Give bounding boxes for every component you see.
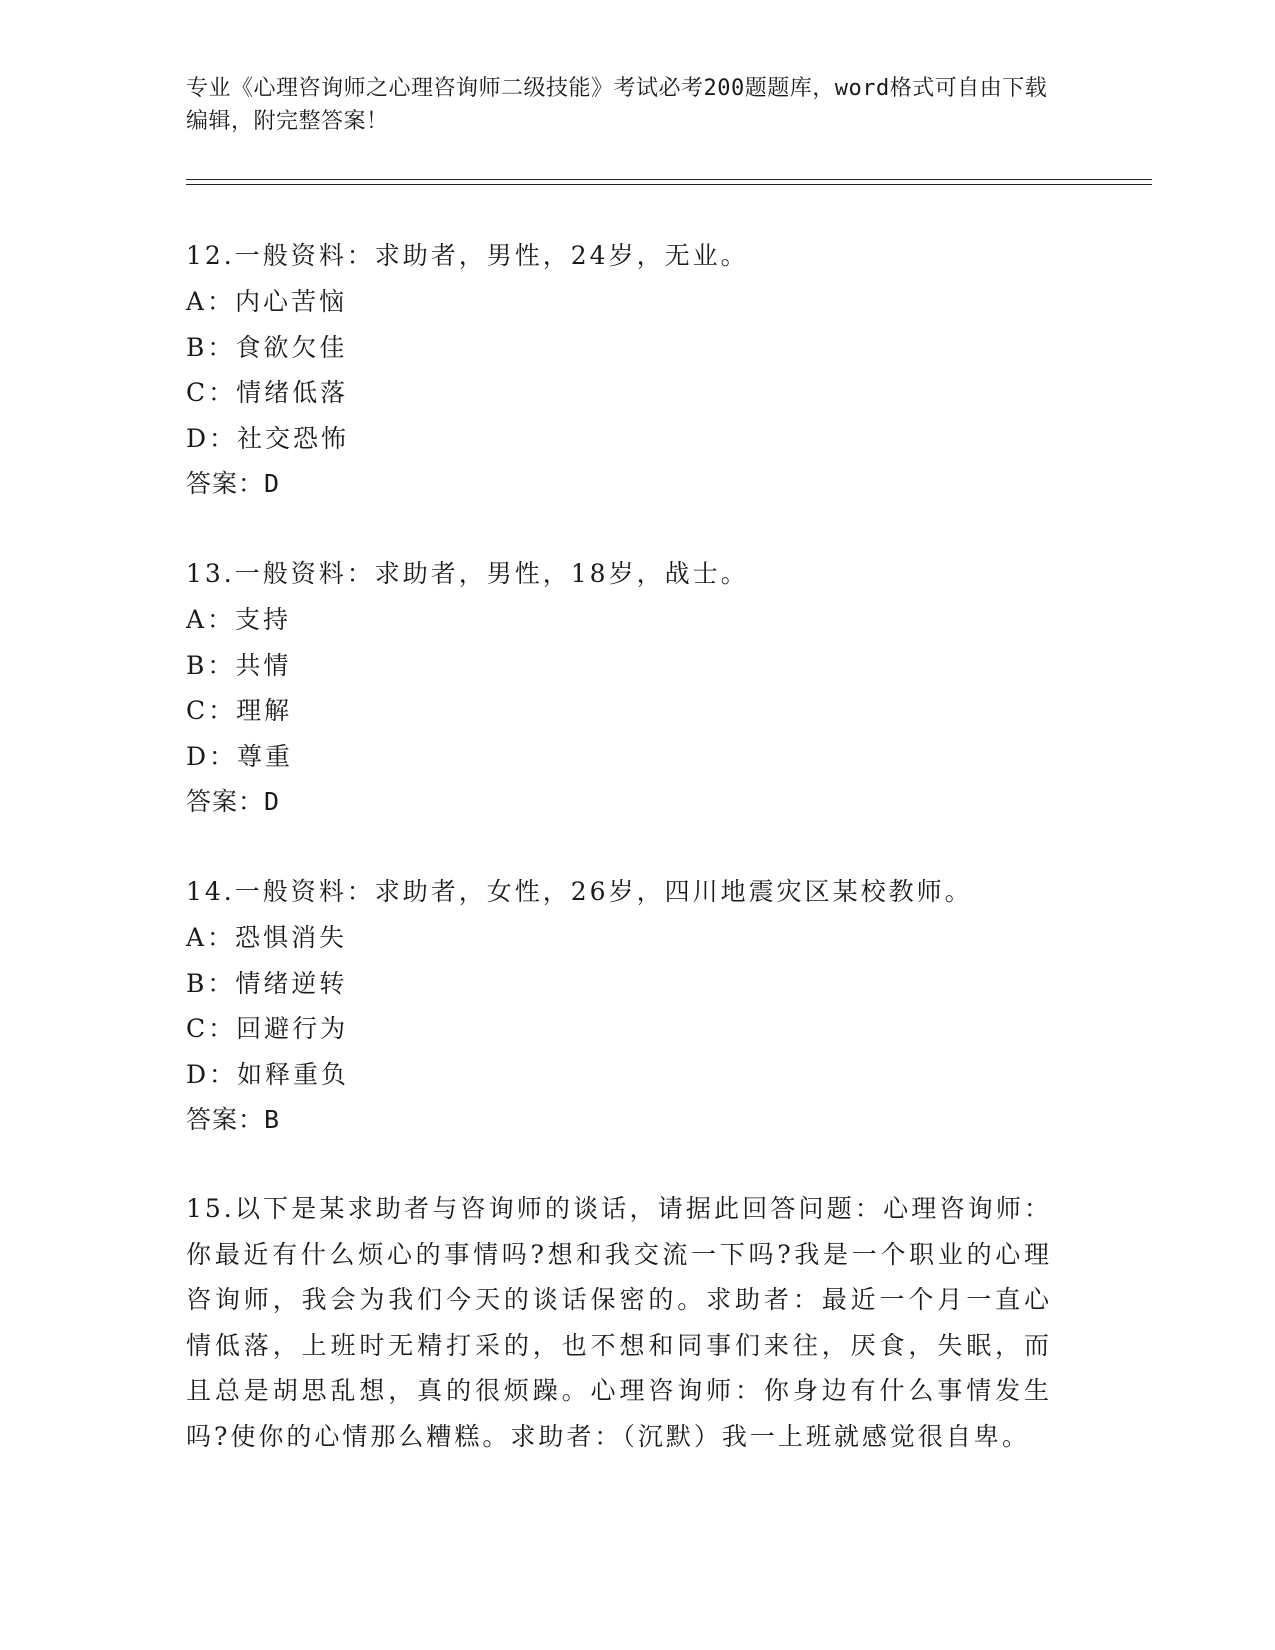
answer-value: B bbox=[264, 1105, 281, 1134]
answer-label: 答案： bbox=[186, 787, 265, 816]
header-divider-top bbox=[186, 179, 1152, 180]
answer-label: 答案： bbox=[186, 1105, 265, 1134]
option-b: B：食欲欠佳 bbox=[186, 332, 348, 362]
question-15-text: 15.以下是某求助者与咨询师的谈话，请据此回答问题：心理咨询师：你最近有什么烦心的事情吗?想和我交流一下吗?我是一个职业的心理咨询师，我会为我们今天的谈话保密的。求助者：最近一个月一直心情低落，上班时无精打采的，也不想和同事们来往，厌食，失眠，而且总是胡思乱想，真的很烦躁。心理咨询师：你身边有什么事情发生吗?使你的心情那么糟糕。求助者：（沉默）我一上班就感觉很自卑。 bbox=[186, 1194, 1052, 1451]
answer-label: 答案： bbox=[186, 469, 265, 498]
option-d: D：如释重负 bbox=[186, 1059, 350, 1089]
option-a: A：内心苦恼 bbox=[186, 287, 348, 316]
option-c: C：理解 bbox=[186, 696, 293, 725]
question-stem: 13.一般资料：求助者，男性，18岁，战士。 bbox=[186, 559, 749, 588]
question-12 bbox=[186, 233, 1086, 507]
question-stem: 14.一般资料：求助者，女性，26岁，四川地震灾区某校教师。 bbox=[186, 877, 973, 906]
question-14 bbox=[186, 869, 1086, 1143]
question-stem: 12.一般资料：求助者，男性，24岁，无业。 bbox=[186, 241, 749, 270]
option-a: A：恐惧消失 bbox=[186, 923, 348, 952]
option-d: D：社交恐怖 bbox=[186, 423, 350, 453]
answer-value: D bbox=[264, 469, 281, 498]
option-c: C：情绪低落 bbox=[186, 378, 349, 407]
answer-line bbox=[186, 461, 1086, 507]
option-c: C：回避行为 bbox=[186, 1014, 349, 1043]
answer-value: D bbox=[264, 787, 281, 816]
option-b: B：共情 bbox=[186, 650, 292, 680]
answer-line bbox=[186, 1097, 1086, 1143]
option-a: A：支持 bbox=[186, 605, 292, 634]
option-d: D：尊重 bbox=[186, 741, 294, 771]
header-divider-bottom bbox=[186, 184, 1152, 185]
option-b: B：情绪逆转 bbox=[186, 968, 348, 998]
document-header: 专业《心理咨询师之心理咨询师二级技能》考试必考200题题库，word格式可自由下载编辑，附完整答案！ bbox=[186, 76, 1048, 134]
question-13 bbox=[186, 551, 1086, 825]
answer-line bbox=[186, 779, 1086, 825]
